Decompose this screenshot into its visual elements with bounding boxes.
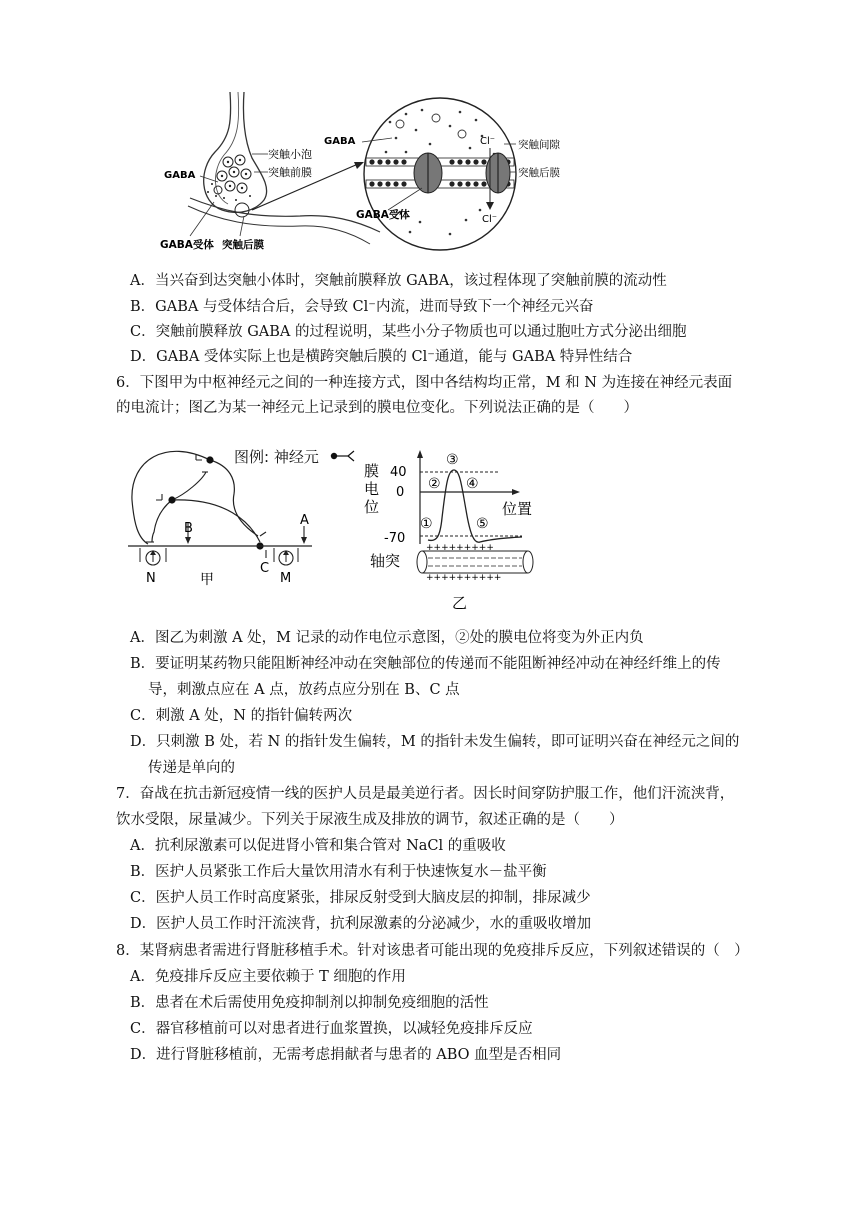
label-a: A <box>300 513 309 528</box>
label-cleft: 突触间隙 <box>518 139 560 151</box>
neuron-middle-branch <box>172 472 206 500</box>
q8-option-d: D．进行肾脏移植前，无需考虑捐献者与患者的 ABO 血型是否相同 <box>130 1047 562 1063</box>
q6-option-d-line2: 传递是单向的 <box>148 760 235 776</box>
meter-m <box>274 548 298 565</box>
axon-label: 轴突 <box>370 552 401 570</box>
label-post-membrane-right: 突触后膜 <box>518 167 560 179</box>
ylabel-3: 位 <box>364 498 380 516</box>
figure-yi <box>362 448 548 614</box>
label-cl-top: Cl⁻ <box>480 136 496 147</box>
q7-stem-line1: 7．奋战在抗击新冠疫情一线的医护人员是最美逆行者。因长时间穿防护服工作，他们汗流浃背， <box>116 786 735 802</box>
label-n: N <box>146 571 156 586</box>
q5-option-d: D．GABA 受体实际上也是横跨突触后膜的 Cl⁻通道，能与 GABA 特异性结合 <box>130 349 633 365</box>
postsynaptic-curve-2 <box>188 206 370 244</box>
neuron-middle <box>152 500 172 542</box>
label-receptor-right: GABA受体 <box>356 209 410 221</box>
label-m: M <box>280 571 292 586</box>
caption-yi: 乙 <box>452 594 468 612</box>
q7-option-a: A．抗利尿激素可以促进肾小管和集合管对 NaCl 的重吸收 <box>130 838 506 854</box>
plus-bottom: ++++++++++ <box>426 573 502 583</box>
q6-option-b-line1: B．要证明某药物只能阻断神经冲动在突触部位的传递而不能阻断神经冲动在神经纤维上的传 <box>130 656 721 672</box>
meter-n <box>140 548 166 565</box>
label-cl-bottom: Cl⁻ <box>482 214 498 225</box>
q6-stem-line1: 6．下图甲为中枢神经元之间的一种连接方式，图中各结构均正常，M 和 N 为连接在神经元表面 <box>116 375 733 391</box>
q8-option-a: A．免疫排斥反应主要依赖于 T 细胞的作用 <box>130 969 406 985</box>
ylabel-1: 膜 <box>364 462 380 480</box>
point-1: ① <box>420 516 433 532</box>
tick-m70: -70 <box>384 531 406 546</box>
legend-neuron <box>234 446 319 467</box>
label-receptor-left: GABA受体 <box>160 239 214 251</box>
label-gaba-left: GABA <box>164 170 196 181</box>
label-gaba-right: GABA <box>324 136 356 147</box>
tick-0: 0 <box>396 485 405 500</box>
q6-option-d-line1: D．只刺激 B 处，若 N 的指针发生偏转，M 的指针未发生偏转，即可证明兴奋在神经元之间的 <box>130 734 740 750</box>
caption-jia: 甲 <box>200 572 214 588</box>
point-3: ③ <box>446 452 459 468</box>
neuron-loop-inner <box>210 460 258 536</box>
q8-option-b: B．患者在术后需使用免疫抑制剂以抑制免疫细胞的活性 <box>130 995 489 1011</box>
label-post-membrane-left: 突触后膜 <box>222 239 264 251</box>
label-vesicle: 突触小泡 <box>268 148 312 161</box>
point-5: ⑤ <box>476 516 489 532</box>
q5-option-a: A．当兴奋到达突触小体时，突触前膜释放 GABA，该过程体现了突触前膜的流动性 <box>130 273 667 289</box>
axon-terminal-outline <box>204 92 267 212</box>
q6-stem-line2: 的电流计；图乙为某一神经元上记录到的膜电位变化。下列说法正确的是（ ） <box>116 400 638 416</box>
q6-option-a: A．图乙为刺激 A 处，M 记录的动作电位示意图，②处的膜电位将变为外正内负 <box>130 630 644 646</box>
q8-option-c: C．器官移植前可以对患者进行血浆置换，以减轻免疫排斥反应 <box>130 1021 533 1037</box>
gaba-molecules <box>207 159 251 201</box>
q5-option-b: B．GABA 与受体结合后，会导致 Cl⁻内流，进而导致下一个神经元兴奋 <box>130 299 594 315</box>
q5-option-c: C．突触前膜释放 GABA 的过程说明，某些小分子物质也可以通过胞吐方式分泌出细胞 <box>130 324 687 340</box>
synapse-gaba-figure <box>160 92 560 262</box>
q7-option-c: C．医护人员工作时高度紧张，排尿反射受到大脑皮层的抑制，排尿减少 <box>130 890 591 906</box>
label-b: B <box>184 521 193 536</box>
point-2: ② <box>428 476 441 492</box>
postsynaptic-curve-1 <box>190 198 380 232</box>
legend-neuron-icon <box>330 448 356 464</box>
q7-stem-line2: 饮水受限，尿量减少。下列关于尿液生成及排放的调节，叙述正确的是（ ） <box>116 812 624 828</box>
ylabel-2: 电 <box>364 480 380 498</box>
tick-40: 40 <box>390 465 407 480</box>
plus-top: +++++++++ <box>426 543 494 553</box>
q8-stem: 8．某肾病患者需进行肾脏移植手术。针对该患者可能出现的免疫排斥反应，下列叙述错误的（ ） <box>116 943 749 959</box>
label-pre-membrane: 突触前膜 <box>268 166 312 179</box>
axon-cylinder <box>417 551 533 573</box>
label-c: C <box>260 561 270 576</box>
q7-option-d: D．医护人员工作时汗流浃背，抗利尿激素的分泌减少，水的重吸收增加 <box>130 916 592 932</box>
q6-option-c: C．刺激 A 处，N 的指针偏转两次 <box>130 708 353 724</box>
zoom-arrowhead <box>354 162 364 169</box>
cell-body-middle <box>168 496 175 503</box>
cell-body-top <box>206 456 213 463</box>
q6-option-b-line2: 导，刺激点应在 A 点，放药点应分别在 B、C 点 <box>148 682 460 698</box>
receptor-highlight <box>235 203 249 217</box>
point-4: ④ <box>466 476 479 492</box>
xlabel-position: 位置 <box>502 500 533 518</box>
q7-option-b: B．医护人员紧张工作后大量饮用清水有利于快速恢复水－盐平衡 <box>130 864 547 880</box>
legend-text: 图例: 神经元 <box>234 448 319 466</box>
